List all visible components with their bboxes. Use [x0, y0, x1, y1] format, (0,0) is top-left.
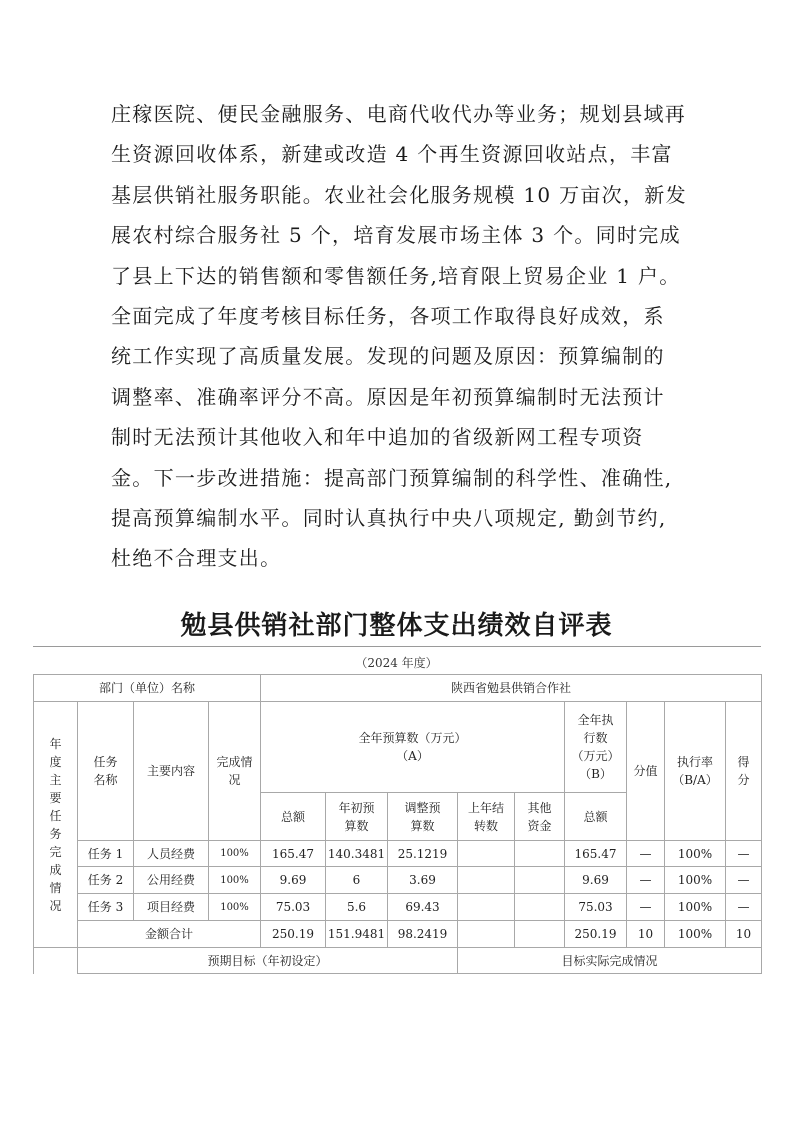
- cell-rate: 100%: [665, 841, 726, 867]
- sum-total: 250.19: [261, 921, 326, 948]
- actual-goal-label: 目标实际完成情况: [458, 948, 762, 974]
- cell-total: 75.03: [261, 894, 326, 921]
- goal-row-blank: [34, 948, 78, 974]
- cell-content: 人员经费: [134, 841, 209, 867]
- header-completion: 完成情 况: [209, 702, 261, 841]
- paragraph-line: 了县上下达的销售额和零售额任务,培育限上贸易企业 1 户。: [111, 263, 681, 288]
- header-budget-group: 全年预算数（万元） （A）: [261, 702, 565, 793]
- table-row: [34, 894, 762, 921]
- cell-total: 165.47: [261, 841, 326, 867]
- cell-adjusted: 3.69: [388, 867, 458, 894]
- sum-score-value: 10: [627, 921, 665, 948]
- cell-score: —: [726, 867, 762, 894]
- section-label: 年 度 主 要 任 务 完 成 情 况: [34, 702, 78, 948]
- sum-other: [515, 921, 565, 948]
- cell-adjusted: 25.1219: [388, 841, 458, 867]
- paragraph-line: 杜绝不合理支出。: [111, 546, 282, 571]
- goal-row: [34, 948, 762, 974]
- table-row: [34, 867, 762, 894]
- cell-exec-total: 75.03: [565, 894, 627, 921]
- cell-task: 任务 3: [78, 894, 134, 921]
- cell-other: [515, 841, 565, 867]
- header-exec-total: 总额: [565, 793, 627, 841]
- cell-completion: 100%: [209, 867, 261, 894]
- header-row-1: [34, 702, 762, 793]
- cell-score: —: [726, 841, 762, 867]
- cell-carryover: [458, 867, 515, 894]
- dept-row: [34, 675, 762, 702]
- sum-initial: 151.9481: [326, 921, 388, 948]
- sum-score: 10: [726, 921, 762, 948]
- cell-score-value: —: [627, 894, 665, 921]
- header-main-content: 主要内容: [134, 702, 209, 841]
- paragraph-line: 展农村综合服务社 5 个，培育发展市场主体 3 个。同时完成: [111, 223, 681, 248]
- header-budget-carryover: 上年结 转数: [458, 793, 515, 841]
- cell-task: 任务 1: [78, 841, 134, 867]
- cell-exec-total: 165.47: [565, 841, 627, 867]
- title-divider: [33, 646, 761, 647]
- header-score: 得 分: [726, 702, 762, 841]
- body-paragraph: [111, 94, 691, 579]
- header-exec-group: 全年执 行数 （万元） （B）: [565, 702, 627, 793]
- cell-carryover: [458, 894, 515, 921]
- dept-label: 部门（单位）名称: [34, 675, 261, 702]
- cell-other: [515, 867, 565, 894]
- paragraph-line: 调整率、准确率评分不高。原因是年初预算编制时无法预计: [111, 384, 665, 409]
- dept-value: 陕西省勉县供销合作社: [261, 675, 762, 702]
- year-label: （2024 年度）: [355, 656, 438, 670]
- table-row: [34, 841, 762, 867]
- header-exec-rate: 执行率 （B/A）: [665, 702, 726, 841]
- cell-rate: 100%: [665, 867, 726, 894]
- cell-task: 任务 2: [78, 867, 134, 894]
- cell-initial: 140.3481: [326, 841, 388, 867]
- cell-total: 9.69: [261, 867, 326, 894]
- cell-completion: 100%: [209, 894, 261, 921]
- cell-content: 项目经费: [134, 894, 209, 921]
- cell-adjusted: 69.43: [388, 894, 458, 921]
- sum-label: 金额合计: [78, 921, 261, 948]
- paragraph-line: 基层供销社服务职能。农业社会化服务规模 10 万亩次，新发: [111, 182, 687, 207]
- header-budget-initial: 年初预 算数: [326, 793, 388, 841]
- sum-carryover: [458, 921, 515, 948]
- cell-initial: 6: [326, 867, 388, 894]
- cell-score-value: —: [627, 841, 665, 867]
- sum-exec-total: 250.19: [565, 921, 627, 948]
- cell-carryover: [458, 841, 515, 867]
- paragraph-line: 提高预算编制水平。同时认真执行中央八项规定, 勤剑节约,: [111, 505, 667, 530]
- performance-table: [33, 674, 762, 974]
- cell-rate: 100%: [665, 894, 726, 921]
- paragraph-line: 生资源回收体系，新建或改造 4 个再生资源回收站点，丰富: [111, 142, 673, 167]
- header-budget-adjusted: 调整预 算数: [388, 793, 458, 841]
- cell-other: [515, 894, 565, 921]
- cell-score: —: [726, 894, 762, 921]
- header-task-name: 任务 名称: [78, 702, 134, 841]
- cell-initial: 5.6: [326, 894, 388, 921]
- cell-content: 公用经费: [134, 867, 209, 894]
- sum-adjusted: 98.2419: [388, 921, 458, 948]
- paragraph-line: 金。下一步改进措施：提高部门预算编制的科学性、准确性,: [111, 465, 673, 490]
- cell-score-value: —: [627, 867, 665, 894]
- paragraph-line: 全面完成了年度考核目标任务，各项工作取得良好成效，系: [111, 303, 665, 328]
- sum-row: [34, 921, 762, 948]
- sum-rate: 100%: [665, 921, 726, 948]
- header-budget-other: 其他 资金: [515, 793, 565, 841]
- cell-exec-total: 9.69: [565, 867, 627, 894]
- paragraph-line: 制时无法预计其他收入和年中追加的省级新网工程专项资: [111, 425, 644, 450]
- table-title: 勉县供销社部门整体支出绩效自评表: [180, 611, 613, 641]
- expected-goal-label: 预期目标（年初设定）: [78, 948, 458, 974]
- header-budget-total: 总额: [261, 793, 326, 841]
- paragraph-line: 统工作实现了高质量发展。发现的问题及原因：预算编制的: [111, 344, 665, 369]
- paragraph-line: 庄稼医院、便民金融服务、电商代收代办等业务；规划县域再: [111, 102, 687, 126]
- header-score-value: 分值: [627, 702, 665, 841]
- cell-completion: 100%: [209, 841, 261, 867]
